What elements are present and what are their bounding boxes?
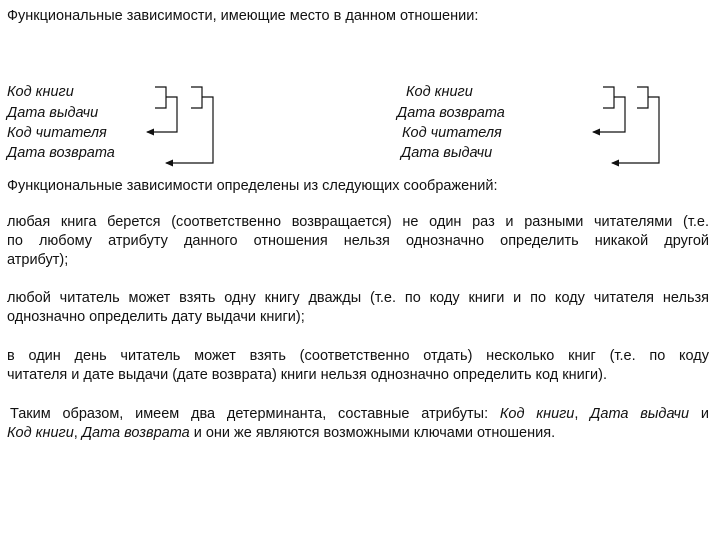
conclusion-key-1-attr-1: Код книги (499, 406, 575, 422)
right-arrow-1 (593, 97, 625, 132)
conclusion-text-i: и они же являются возможными ключами отношения. (189, 425, 556, 441)
p1-line-3: атрибут); (7, 252, 69, 268)
right-attr-2: Дата возврата (397, 105, 505, 121)
right-attr-4: Дата выдачи (401, 145, 493, 161)
right-bracket-1 (603, 87, 614, 108)
p2-line-2: однозначно определить дату выдачи книги); (7, 309, 305, 325)
left-arrow-2 (166, 97, 213, 163)
conclusion-line-1 (10, 406, 709, 423)
conclusion-line-2 (7, 425, 709, 442)
left-arrow-1 (147, 97, 177, 132)
conclusion-text-e: и (689, 406, 709, 422)
left-attr-1: Код книги (7, 84, 74, 100)
left-attr-2: Дата выдачи (7, 105, 99, 121)
left-attr-3: Код читателя (7, 125, 107, 141)
right-attr-1: Код книги (406, 84, 473, 100)
conclusion-key-2-attr-2: Дата возврата (81, 425, 190, 441)
conclusion-key-1-attr-2: Дата выдачи (590, 406, 690, 422)
conclusion-text-g: , (73, 425, 82, 441)
right-arrow-2 (612, 97, 659, 163)
left-bracket-1 (155, 87, 166, 108)
conclusion-text-c: , (574, 406, 591, 422)
conclusion-text-a: Таким образом, имеем два детерминанта, составные атрибуты: (10, 406, 500, 422)
p3-line-2: читателя и дате выдачи (дате возврата) книги нельзя однозначно определить код книги). (7, 367, 607, 383)
p3-line-1: в один день читатель может взять (соответственно отдать) несколько книг (т.е. по коду (7, 348, 709, 364)
left-bracket-2 (191, 87, 202, 108)
heading: Функциональные зависимости, имеющие место в данном отношении: (7, 8, 479, 24)
conclusion-key-2-attr-1: Код книги (7, 425, 74, 441)
p2-line-1: любой читатель может взять одну книгу дважды (т.е. по коду книги и по коду читателя нельзя (7, 290, 709, 306)
right-bracket-2 (637, 87, 648, 108)
left-attr-4: Дата возврата (7, 145, 115, 161)
p1-line-2: по любому атрибуту данного отношения нельзя однозначно определить никакой другой (7, 233, 709, 249)
right-attr-3: Код читателя (402, 125, 502, 141)
subheading: Функциональные зависимости определены из следующих соображений: (7, 178, 498, 194)
p1-line-1: любая книга берется (соответственно возвращается) не один раз и разными читателями (т.е. (7, 214, 709, 230)
